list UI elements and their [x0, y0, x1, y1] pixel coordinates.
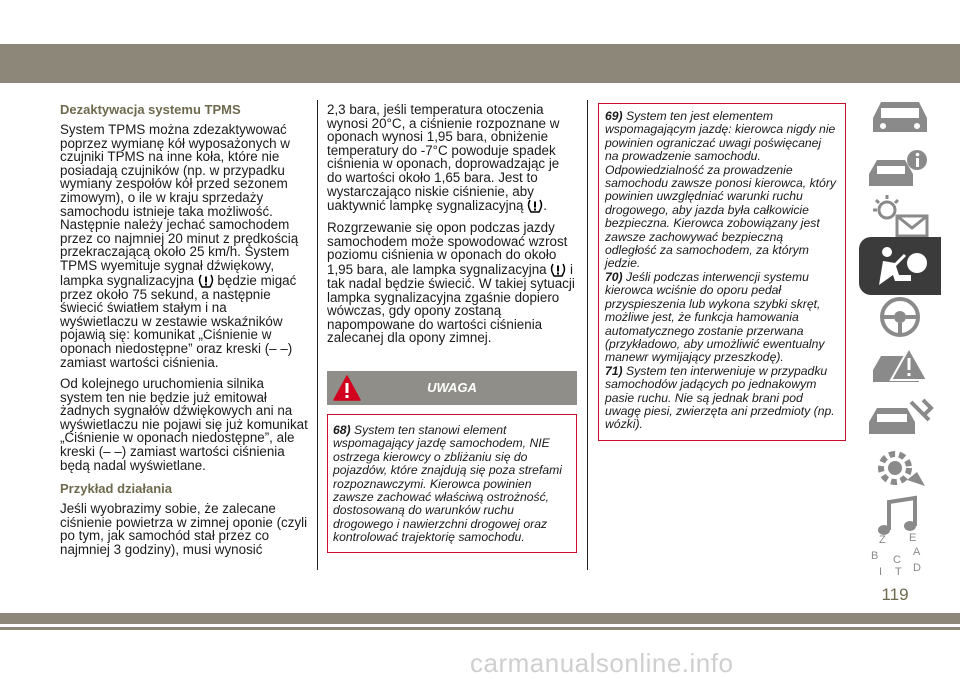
index-letter: T: [895, 566, 902, 578]
index-letter: B: [871, 550, 879, 562]
steering-wheel-icon: [865, 292, 935, 342]
index-letter: E: [909, 532, 917, 544]
index-letter: Z: [879, 534, 886, 546]
column-divider-1: [317, 100, 318, 570]
section-heading-tpms-deactivation: Dezaktywacja systemu TPMS: [60, 102, 241, 117]
index-letter: D: [913, 562, 921, 574]
warning-box-68: [327, 414, 577, 553]
paragraph-tpms-deactivation: System TPMS można zdezaktywować poprzez wymianę kół wyposażonych w czujniki TPMS na inne koła, które nie posiadają czujników (np. w przypadku wymiany zespołów kół przed sezonem zimowym), o ile w kraju sprzedaży samochodu istnieje taka możliwość. Następnie należy jechać samochodem przez co najmniej 20 minut z prędkością przekraczającą około 25 km/h. System TPMS wyemituje sygnał dźwiękowy, lampka sygnalizacyjna będzie migać przez około 75 sekund, a następnie świecić światłem stałym i na wyświetlaczu w zestawie wskaźników pojawią się: komunikat „Ciśnienie w oponach niedostępne” oraz kreski (– –) zamiast wartości ciśnienia.: [60, 122, 299, 370]
paragraph-example-start: Jeśli wyobrazimy sobie, że zalecane ciśnienie powietrza w zimnej oponie (czyli po tym, jak samochód stał przez co najmniej 3 godziny), musi wynosić: [60, 501, 308, 558]
sidebar-tab-safety[interactable]: [859, 237, 941, 295]
page-number: 119: [881, 585, 909, 604]
warning-title: UWAGA: [427, 379, 477, 395]
index-letter: A: [913, 546, 921, 558]
tpms-warning-icon: [198, 273, 214, 288]
warning-box-69-71: [598, 103, 846, 441]
car-interior-icon: [865, 92, 935, 142]
index-letter: I: [879, 566, 883, 578]
warning-note-71: 71) System ten interweniuje w przypadku samochodów jadących po jednakowym pasie ruchu. Nie są jednak brani pod uwagę piesi, zwierzęta ani przedmioty (np. wózki).: [605, 363, 835, 432]
top-header-band: [0, 44, 960, 83]
lights-message-icon: [865, 192, 935, 242]
car-emergency-icon: [865, 342, 935, 392]
paragraph-next-start: Od kolejnego uruchomienia silnika system ten nie będzie już emitował żadnych sygnałów dźwiękowych ani na wyświetlaczu nie pojawi się już komunikat „Ciśnienie w oponach niedostępne”, ale kreski (– –) zamiast wartości ciśnienia będą nadal wyświetlane.: [60, 376, 308, 473]
column-right: [598, 103, 846, 441]
tpms-warning-icon: [550, 262, 566, 277]
paragraph-tire-warming: Rozgrzewanie się opon podczas jazdy samochodem może spowodować wzrost poziomu ciśnienia w oponach do około 1,95 bara, ale lampka sygnalizacyjna i tak nadal będzie świecić. W takiej sytuacji lampka sygnalizacyjna zgaśnie dopiero wówczas, gdy opony zostaną napompowane do wartości ciśnienia zalecanej dla opony zimnej.: [327, 220, 575, 346]
specs-gear-icon: [865, 442, 935, 492]
warning-header: [327, 371, 577, 405]
paragraph-example-continued: 2,3 bara, jeśli temperatura otoczenia wynosi 20°C, a ciśnienie rozpoznane w oponach wynosi 1,95 bara, obniżenie temperatury do -7°C powoduje spadek ciśnienia w oponach, doprowadzając je do wartości około 1,65 bara. Jest to wystarczająco niskie ciśnienie, aby uaktywnić lampkę sygnalizacyjną .: [327, 102, 560, 214]
index-letter: C: [893, 554, 901, 566]
bottom-footer-line: [0, 627, 960, 630]
warning-note-69: 69) System ten jest elementem wspomagającym jazdę: kierowca nigdy nie powinien ograniczać uwagi poświęcanej na prowadzenie samochodu. Odpowiedzialność za prowadzenie samochodu zawsze ponosi kierowca, który powinien uwzględniać warunki ruchu drogowego, aby jazda była całkowicie bezpieczna. Kierowca zobowiązany jest zawsze zachowywać bezpieczną odległość za samochodem, za którym jedzie.: [605, 109, 836, 271]
column-middle: [327, 103, 577, 553]
warning-note-70: 70) Jeśli podczas interwencji systemu kierowca wciśnie do oporu pedał przyspieszenia lub wykona szybki skręt, możliwe jest, że funkcja hamowania automatycznego zostanie przerwana (przykładowo, aby umożliwić ewentualny manewr wymijający przeszkodę).: [605, 269, 825, 365]
sidebar-tab-car-interior[interactable]: [859, 88, 941, 146]
bottom-footer-band: [0, 613, 960, 624]
column-divider-2: [587, 100, 588, 570]
airbag-safety-icon: [865, 241, 935, 291]
watermark-text: carmanualsonline.info: [470, 648, 734, 678]
car-service-icon: [865, 394, 935, 444]
section-heading-example: Przykład działania: [60, 481, 172, 497]
warning-note-68: 68) System ten stanowi element wspomagający jazdę samochodem, NIE ostrzega kierowcy o zbliżaniu się do pojazdów, które znajdują się poza strefami rozpoznawczymi. Kierowca powinien zawsze zachować właściwą ostrożność, dostosowaną do warunków ruchu drogowego i nawierzchni drogowej oraz kontrolować trajektorię samochodu.: [333, 422, 562, 545]
column-left: [60, 103, 308, 565]
alphabetical-index-icon: [865, 529, 935, 579]
sidebar-tab-emergency[interactable]: [859, 338, 941, 396]
tpms-warning-icon: [527, 198, 543, 213]
sidebar-tab-index[interactable]: [859, 526, 941, 582]
